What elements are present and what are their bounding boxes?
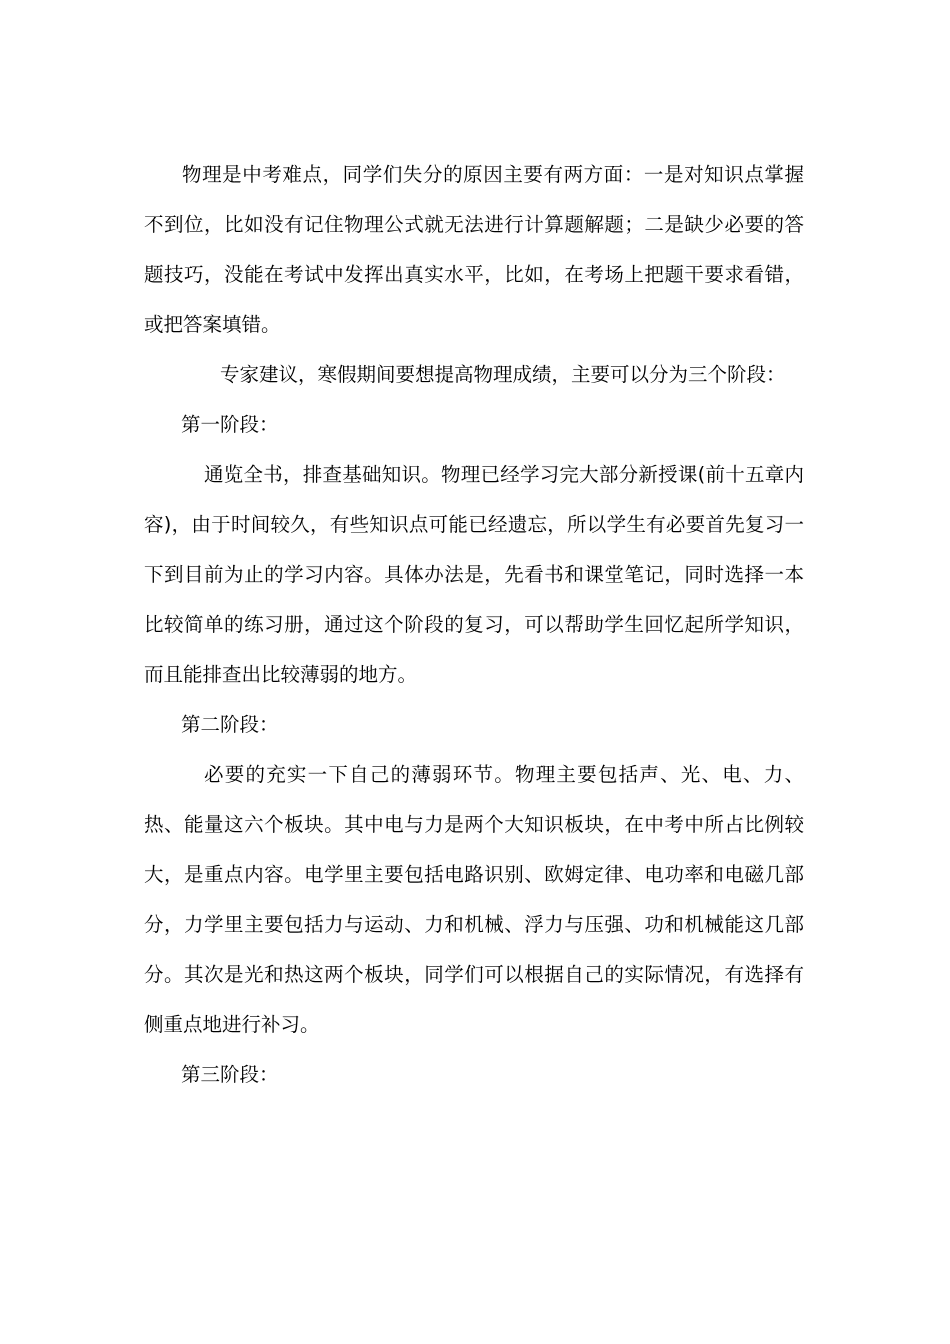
expert-advice-paragraph: 专家建议，寒假期间要想提高物理成绩，主要可以分为三个阶段：: [220, 363, 786, 386]
stage2-body: 必要的充实一下自己的薄弱环节。物理主要包括声、光、电、力、热、能量这六个板块。其中电与力是两个大知识板块，在中考中所占比例较大，是重点内容。电学里主要包括电路识别、欧姆定律、电功率和电磁几部分，力学里主要包括力与运动、力和机械、浮力与压强、功和机械能这几部分。其次是光和热这两个板块，同学们可以根据自己的实际情况，有选择有侧重点地进行补习。: [144, 763, 804, 1036]
stage1-body: 通览全书，排查基础知识。物理已经学习完大部分新授课(前十五章内容)，由于时间较久，有些知识点可能已经遗忘，所以学生有必要首先复习一下到目前为止的学习内容。具体办法是，先看书和课堂笔记，同时选择一本比较简单的练习册，通过这个阶段的复习，可以帮助学生回忆起所学知识，而且能排查出比较薄弱的地方。: [144, 463, 804, 686]
stage1-heading: 第一阶段：: [181, 413, 279, 436]
stage2-heading: 第二阶段：: [181, 713, 279, 736]
stage3-heading: 第三阶段：: [181, 1063, 279, 1086]
intro-paragraph: 物理是中考难点，同学们失分的原因主要有两方面：一是对知识点掌握不到位，比如没有记住物理公式就无法进行计算题解题；二是缺少必要的答题技巧，没能在考试中发挥出真实水平，比如，在考场上把题干要求看错，或把答案填错。: [144, 163, 804, 336]
document-page: [144, 150, 804, 1100]
